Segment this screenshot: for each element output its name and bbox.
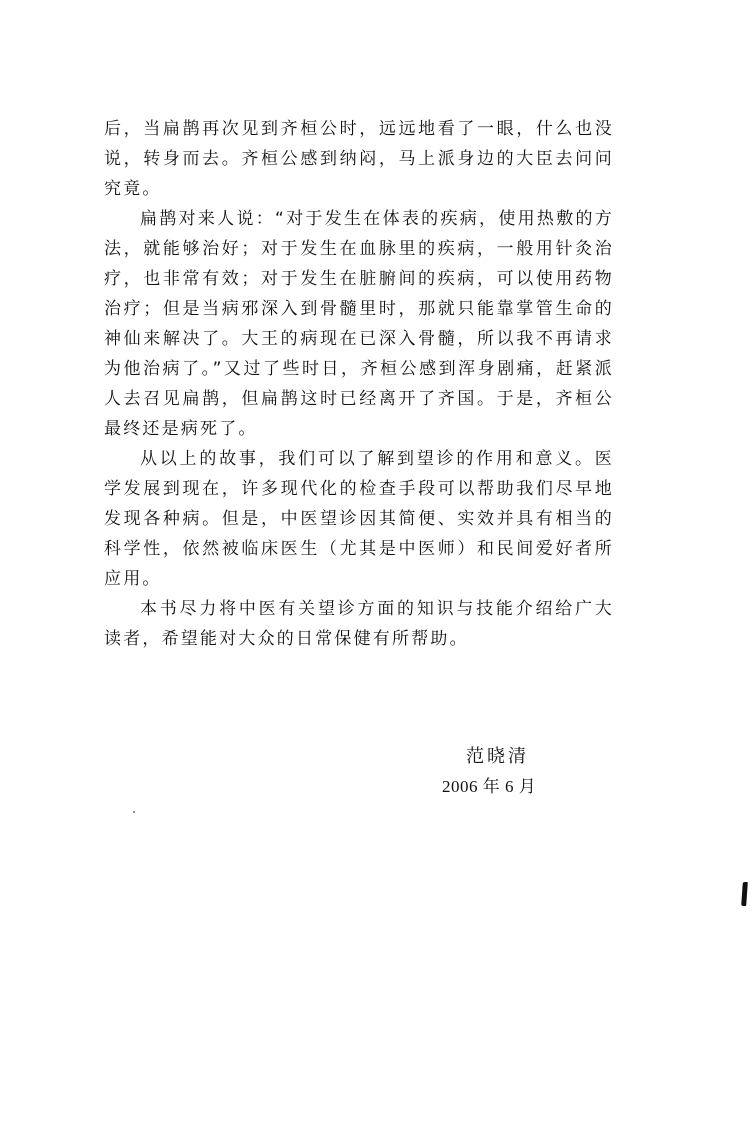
signature-date: 2006 年 6 月 xyxy=(442,777,537,796)
scan-speck xyxy=(133,811,135,813)
scan-edge-mark xyxy=(741,882,748,906)
paragraph-1: 后，当扁鹊再次见到齐桓公时，远远地看了一眼，什么也没说，转身而去。齐桓公感到纳闷，马上派身边的大臣去问问究竟。 xyxy=(104,119,614,199)
signature-block xyxy=(442,744,602,800)
preface-body xyxy=(104,114,614,654)
author-name: 范晓清 xyxy=(466,746,529,767)
paragraph-2: 扁鹊对来人说：“对于发生在体表的疾病，使用热敷的方法，就能够治好；对于发生在血脉里的疾病，一般用针灸治疗，也非常有效；对于发生在脏腑间的疾病，可以使用药物治疗；但是当病邪深入到骨髓里时，那就只能靠掌管生命的神仙来解决了。大王的病现在已深入骨髓，所以我不再请求为他治病了。”又过了些时日，齐桓公感到浑身剧痛，赶紧派人去召见扁鹊，但扁鹊这时已经离开了齐国。于是，齐桓公最终还是病死了。 xyxy=(104,209,614,439)
paragraph-3: 从以上的故事，我们可以了解到望诊的作用和意义。医学发展到现在，许多现代化的检查手段可以帮助我们尽早地发现各种病。但是，中医望诊因其简便、实效并具有相当的科学性，依然被临床医生（尤其是中医师）和民间爱好者所应用。 xyxy=(104,449,614,589)
paragraph-4: 本书尽力将中医有关望诊方面的知识与技能介绍给广大读者，希望能对大众的日常保健有所帮助。 xyxy=(104,599,614,649)
